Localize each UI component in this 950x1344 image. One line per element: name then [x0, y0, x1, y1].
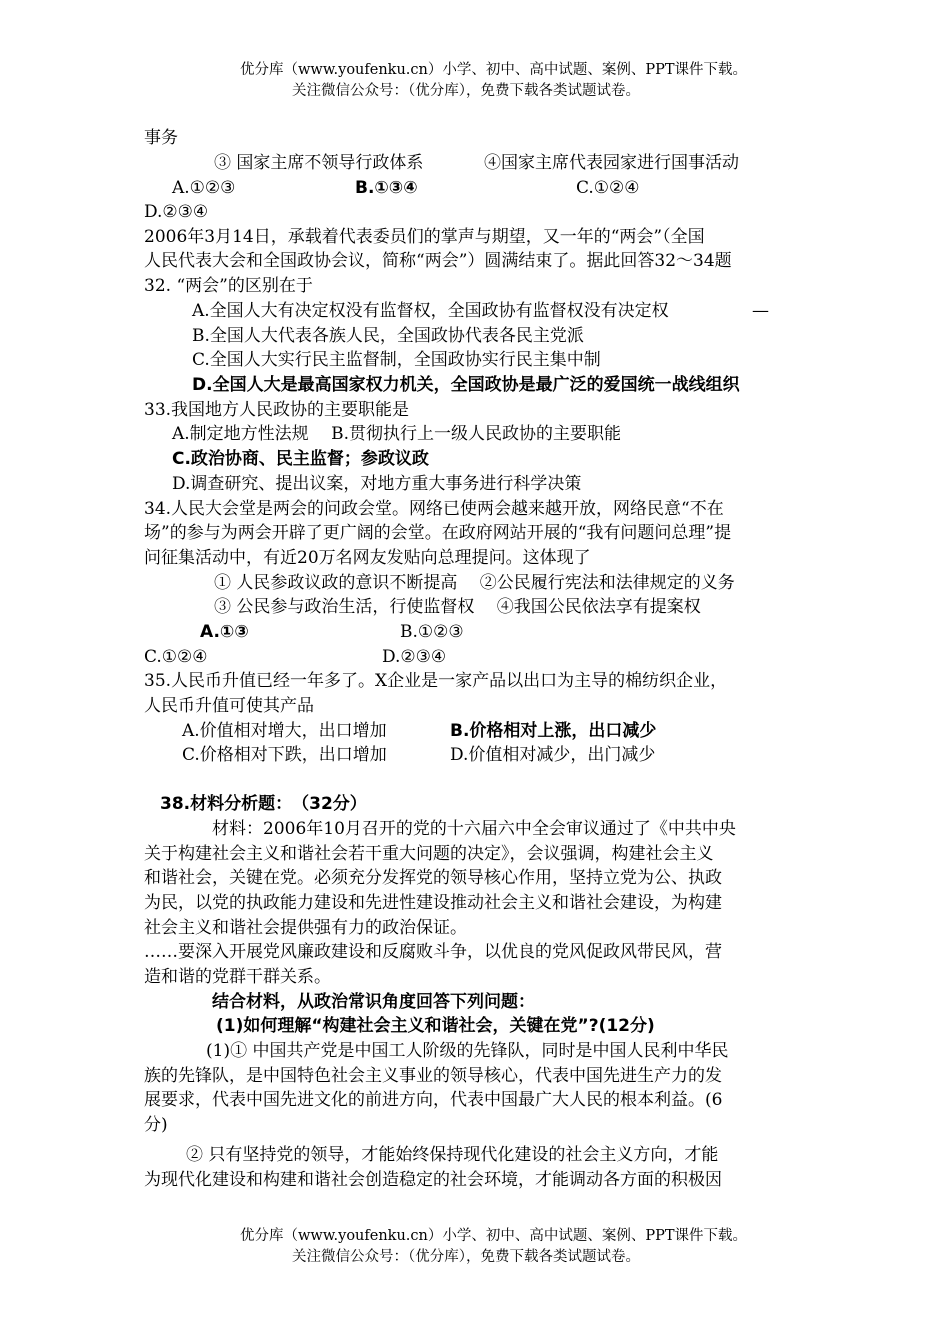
text-line: 问征集活动中，有近20万名网友发贴向总理提问。这体现了 [144, 548, 591, 568]
answer-line: 族的先锋队，是中国特色社会主义事业的领导核心，代表中国先进生产力的发 [144, 1066, 722, 1086]
answer-option: A.制定地方性法规 B.贯彻执行上一级人民政协的主要职能 [172, 424, 621, 444]
question-35: 35.人民币升值已经一年多了。X企业是一家产品以出口为主导的棉纺织企业， [144, 671, 728, 691]
correct-answer: B.①③④ [355, 178, 418, 198]
option-line: ④国家主席代表园家进行国事活动 [484, 153, 739, 173]
text-line: 2006年3月14日，承载着代表委员们的掌声与期望，又一年的“两会”（全国 [144, 227, 705, 247]
correct-answer: A.①③ [200, 622, 249, 642]
text-line: 人民币升值可使其产品 [144, 696, 314, 716]
answer-line: 分) [144, 1115, 168, 1135]
question-33: 33.我国地方人民政协的主要职能是 [144, 400, 410, 420]
answer-line: 为现代化建设和构建和谐社会创造稳定的社会环境，才能调动各方面的积极因 [144, 1170, 722, 1190]
text-line: 事务 [144, 128, 178, 148]
material-line: 为民，以党的执政能力建设和先进性建设推动社会主义和谐社会建设，为构建 [144, 893, 722, 913]
option-line: ① 人民参政议政的意识不断提高 ②公民履行宪法和法律规定的义务 [214, 573, 735, 593]
correct-answer: C.政治协商、民主监督；参政议政 [172, 449, 429, 469]
answer-option: D.②③④ [144, 202, 209, 222]
dash-mark: — [752, 301, 769, 321]
answer-option: D.②③④ [382, 647, 447, 667]
sub-question-1: (1)如何理解“构建社会主义和谐社会，关键在党”?(12分) [216, 1016, 655, 1036]
answer-option: D.调查研究、提出议案，对地方重大事务进行科学决策 [172, 474, 582, 494]
answer-line: (1)① 中国共产党是中国工人阶级的先锋队，同时是中国人民利中华民 [206, 1041, 729, 1061]
question-34: 34.人民大会堂是两会的问政会堂。网络已使两会越来越开放，网络民意“不在 [144, 499, 724, 519]
answer-option: A.全国人大有决定权没有监督权，全国政协有监督权没有决定权 [192, 301, 669, 321]
answer-option: A.①②③ [172, 178, 236, 198]
question-32: 32. “两会”的区别在于 [144, 276, 313, 296]
answer-option: C.①②④ [576, 178, 640, 198]
header-line-1: 优分库（www.youfenku.cn）小学、初中、高中试题、案例、PPT课件下载。 [240, 62, 748, 78]
answer-option: B.全国人大代表各族人民，全国政协代表各民主党派 [192, 326, 584, 346]
option-line: ③ 公民参与政治生活，行使监督权 ④我国公民依法享有提案权 [214, 597, 701, 617]
material-line: ……要深入开展党风廉政建设和反腐败斗争，以优良的党风促政风带民风，营 [144, 942, 722, 962]
material-line: 社会主义和谐社会提供强有力的政治保证。 [144, 918, 467, 938]
material-line: 造和谐的党群干群关系。 [144, 967, 331, 987]
answer-option: C.全国人大实行民主监督制，全国政协实行民主集中制 [192, 350, 601, 370]
material-line: 材料：2006年10月召开的党的十六届六中全会审议通过了《中共中央 [212, 819, 736, 839]
option-line: ③ 国家主席不领导行政体系 [214, 153, 424, 173]
material-line: 关于构建社会主义和谐社会若干重大问题的决定》，会议强调，构建社会主义 [144, 844, 714, 864]
correct-answer: D.全国人大是最高国家权力机关，全国政协是最广泛的爱国统一战线组织 [192, 375, 740, 395]
answer-option: C.①②④ [144, 647, 208, 667]
answer-option: B.①②③ [400, 622, 464, 642]
correct-answer: B.价格相对上涨，出口减少 [450, 721, 657, 741]
answer-line: 展要求，代表中国先进文化的前进方向，代表中国最广大人民的根本利益。(6 [144, 1090, 723, 1110]
answer-line: ② 只有坚持党的领导，才能始终保持现代化建设的社会主义方向，才能 [186, 1145, 719, 1165]
footer-line-2: 关注微信公众号：（优分库），免费下载各类试题试卷。 [292, 1249, 640, 1265]
material-line: 和谐社会，关键在党。必须充分发挥党的领导核心作用，坚持立党为公、执政 [144, 868, 722, 888]
text-line: 人民代表大会和全国政协会议，简称“两会”）圆满结束了。据此回答32～34题 [144, 251, 732, 271]
footer-line-1: 优分库（www.youfenku.cn）小学、初中、高中试题、案例、PPT课件下载。 [240, 1228, 748, 1244]
header-line-2: 关注微信公众号：（优分库），免费下载各类试题试卷。 [292, 83, 640, 99]
question-38: 38.材料分析题： （32分） [160, 794, 367, 814]
text-line: 场”的参与为两会开辟了更广阔的会堂。在政府网站开展的“我有问题问总理”提 [144, 523, 732, 543]
answer-option: D.价值相对减少，出门减少 [450, 745, 656, 765]
answer-option: C.价格相对下跌，出口增加 [182, 745, 387, 765]
question-prompt: 结合材料，从政治常识角度回答下列问题： [212, 992, 535, 1012]
answer-option: A.价值相对增大，出口增加 [182, 721, 387, 741]
